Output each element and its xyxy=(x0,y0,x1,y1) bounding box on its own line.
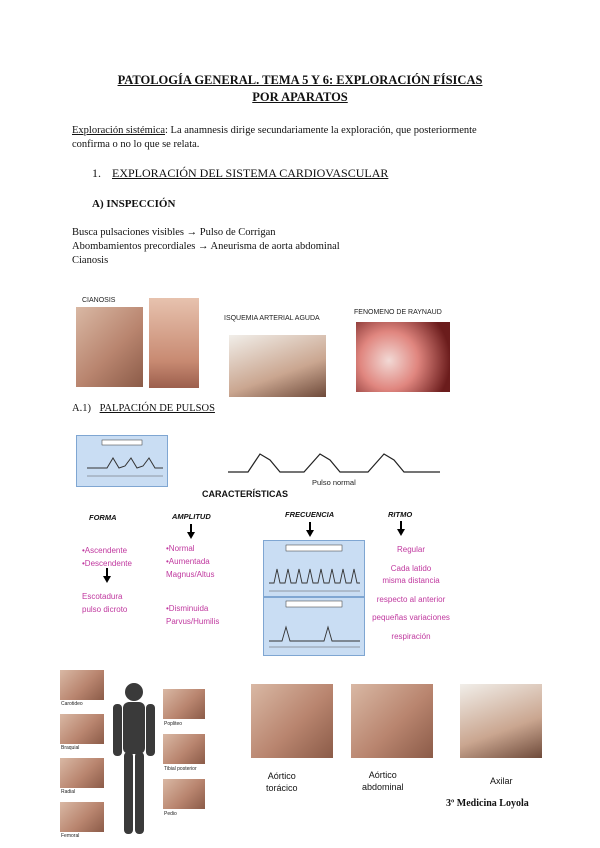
forma-sub-2: pulso dicroto xyxy=(82,605,128,614)
pulse-site-tibial-image xyxy=(163,734,205,764)
intro-label: Exploración sistémica xyxy=(72,125,166,136)
fig-cianosis-label: CIANOSIS xyxy=(82,297,116,304)
pulse-site-radial-image xyxy=(60,758,104,788)
ritmo-item-1: Regular xyxy=(396,545,425,554)
pulse-site-popliteal-image xyxy=(163,689,205,719)
inspection-line-2: Abombamientos precordiales → Aneurisma de aorta abdominal xyxy=(72,241,340,252)
col-forma: FORMA xyxy=(89,513,117,522)
subsection-a1-title: PALPACIÓN DE PULSOS xyxy=(99,403,215,414)
subsection-a1-number: A.1) xyxy=(72,403,91,414)
pulse-site-carotid-image xyxy=(60,670,104,700)
label-popliteo: Popliteo xyxy=(164,721,183,727)
aortico-toracico-image xyxy=(251,684,333,758)
aortico-abdominal-image xyxy=(351,684,433,758)
cap-aortico-abdominal xyxy=(362,769,404,793)
label-carotideo: Carotideo xyxy=(61,701,83,707)
cap-aortico-abdominal-2: abdominal xyxy=(362,782,404,792)
amplitud-item-2: •Aumentada xyxy=(166,557,210,566)
col-ritmo: RITMO xyxy=(388,510,413,519)
small-pulse-chart xyxy=(76,435,168,487)
caracteristicas-heading: CARACTERÍSTICAS xyxy=(202,489,289,499)
footer-text: 3º Medicina Loyola xyxy=(446,798,529,809)
pulso-normal-label: Pulso normal xyxy=(312,478,356,487)
col-amplitud: AMPLITUD xyxy=(172,512,211,521)
fig-isquemia-label: ISQUEMIA ARTERIAL AGUDA xyxy=(224,315,320,322)
intro-text-2: confirma o no lo que se relata. xyxy=(72,139,200,150)
intro-paragraph xyxy=(72,124,542,152)
ritmo-item-2: Cada latido xyxy=(390,563,432,573)
cap-aortico-toracico-2: torácico xyxy=(266,783,298,793)
ritmo-item-6: respiración xyxy=(391,631,431,641)
normal-pulse-wave xyxy=(228,446,443,480)
frecuencia-chart xyxy=(263,540,365,656)
forma-item-1: •Ascendente xyxy=(82,546,128,555)
title-line-2: POR APARATOS xyxy=(252,90,348,104)
label-tibial: Tibial posterior xyxy=(164,766,197,772)
inspection-line-1: Busca pulsaciones visibles → Pulso de Corrigan xyxy=(72,227,276,238)
intro-text: : La anamnesis dirige secundariamente la exploración, que posteriormente xyxy=(165,125,477,136)
page-title xyxy=(0,72,600,106)
section-1-number: 1. xyxy=(92,166,101,180)
raynaud-image xyxy=(356,322,450,392)
col-frecuencia: FRECUENCIA xyxy=(285,510,335,519)
ritmo-item-5: pequeñas variaciones xyxy=(372,613,450,622)
cap-aortico-abdominal-1: Aórtico xyxy=(368,770,397,780)
ritmo-arrow xyxy=(397,521,405,536)
amplitud-item-1: •Normal xyxy=(166,544,195,553)
pulse-site-pedio-image xyxy=(163,779,205,809)
forma-item-2: •Descendente xyxy=(82,559,132,568)
forma-list xyxy=(82,544,132,570)
pulse-site-brachial-image xyxy=(60,714,104,744)
title-line-1: PATOLOGÍA GENERAL. TEMA 5 Y 6: EXPLORACIÓN FÍSICAS xyxy=(117,73,483,87)
fig-raynaud-label: FENOMENO DE RAYNAUD xyxy=(354,309,442,316)
forma-arrow xyxy=(103,568,111,583)
axilar-image xyxy=(460,684,542,758)
amplitud-list xyxy=(166,542,214,581)
section-1-heading xyxy=(92,166,388,181)
subsection-inspeccion: A) INSPECCIÓN xyxy=(92,198,176,210)
label-pedio: Pedio xyxy=(164,811,177,817)
cap-aortico-toracico xyxy=(266,770,298,794)
label-radial: Radial xyxy=(61,789,76,795)
pulse-site-femoral-image xyxy=(60,802,104,832)
ritmo-list xyxy=(366,544,456,643)
ritmo-item-3: misma distancia xyxy=(382,576,440,585)
forma-sub-1: Escotadura xyxy=(82,592,123,601)
isquemia-image xyxy=(229,335,326,397)
amplitud-item-3: Magnus/Altus xyxy=(166,570,215,579)
forma-sub-list xyxy=(82,590,127,616)
amplitud-item-5: Parvus/Humilis xyxy=(166,617,220,626)
subsection-palpacion xyxy=(72,402,215,416)
amplitud-arrow xyxy=(187,524,195,539)
cianosis-foot-image xyxy=(149,298,199,388)
amplitud-item-4: •Disminuida xyxy=(166,604,209,613)
amplitud-list-2 xyxy=(166,602,219,628)
small-pulse-wave xyxy=(77,436,167,486)
label-femoral: Femoral xyxy=(61,833,80,839)
section-1-title: EXPLORACIÓN DEL SISTEMA CARDIOVASCULAR xyxy=(112,166,389,180)
inspection-line-3: Cianosis xyxy=(72,255,109,266)
cap-axilar: Axilar xyxy=(490,776,513,786)
label-braquial: Braquial xyxy=(61,745,80,751)
inspection-list xyxy=(72,226,340,268)
frecuencia-arrow xyxy=(306,522,314,537)
cianosis-hand-image xyxy=(76,307,143,387)
human-body-silhouette xyxy=(104,680,164,838)
cap-aortico-toracico-1: Aórtico xyxy=(267,771,296,781)
ritmo-item-4: respecto al anterior xyxy=(376,594,446,604)
frecuencia-waves xyxy=(264,541,364,655)
